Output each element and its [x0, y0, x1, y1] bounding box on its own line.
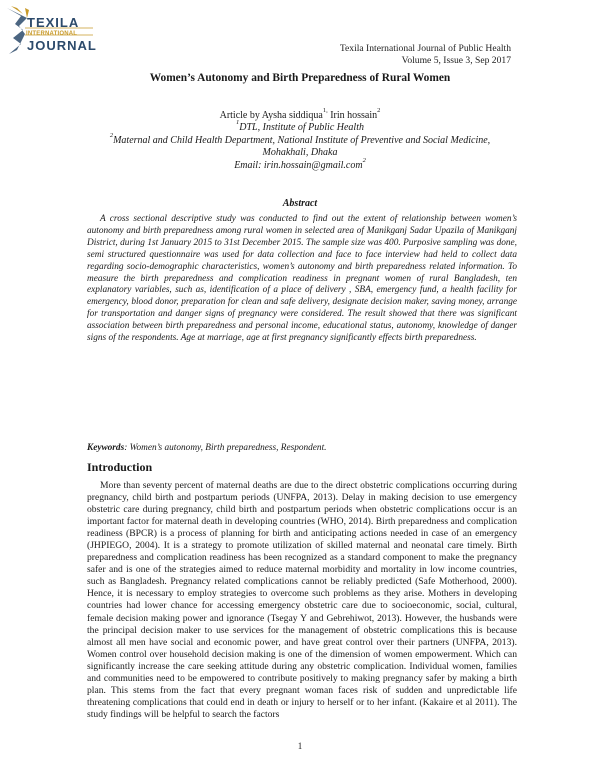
page-number: 1: [297, 741, 303, 751]
author-email: Email: irin.hossain@gmail.com$^2$: [234, 156, 366, 171]
keywords-list: : Women’s autonomy, Birth preparedness, Respondent.: [124, 443, 327, 453]
article-title: Women’s Autonomy and Birth Preparedness of Rural Women: [149, 72, 451, 84]
volume-issue: Volume 5, Issue 3, Sep 2017: [401, 54, 511, 66]
logo-line1: TEXILA: [27, 15, 80, 30]
abstract-heading: Abstract: [282, 198, 318, 209]
introduction-body: More than seventy percent of maternal deaths are due to the direct obstetric complications occurring during pregnancy, child birth and postpartum periods (UNFPA, 2013). Delay in making decision to use emergency obstetric care during pregnancy, child birth and postpartum periods when obstetric complications occur is an important factor for maternal death in developing countries (WHO, 2014). Birth preparedness and complication readiness (BPCR) is a process of planning for birth and anticipating actions needed in case of an emergency (JHPIEGO, 2004). It is a strategy to promote utilization of skilled maternal and neonatal care timely. Birth preparedness and complication readiness has been recognized as a standard component to make the pregnancy safer and is one of the strategies aimed to reduce maternal morbidity and mortality in low income countries, such as Bangladesh. Pregnancy related complications cannot be reliably predicted (Safe Motherhood, 2000). Hence, it is necessary to employ strategies to overcome such problems as they arise. Mothers in developing countries had lower chance for accessing emergency obstetric care due to socioeconomic, social, cultural, female decision making power and ignorance (Tsegay Y and Gebrehiwot, 2013). However, the husbands were the principal decision maker to use services for the management of obstetric complications this is because almost all men have social and economic power, and have great control over their partners (UNFPA, 2013). Women control over household decision making is one of the dimension of women empowerment. Which can significantly increase the care seeking attitude during any obstetric complication. Individual women, families and communities need to be empowered to contribute positively to making pregnancy safer by making a birth plan. This stems from the fact that every pregnant woman faces risk of sudden and unpredictable life threatening complications that could end in death or injury to herself or to her infant. (Kakaire et al 2011). The study findings will be helpful to search the factors: [87, 480, 517, 720]
author-block: [60, 107, 540, 172]
author1: Article by Aysha siddiqua: [219, 110, 323, 121]
author2: Irin hossain: [327, 110, 378, 121]
keywords-label: Keywords: [87, 443, 125, 453]
affiliation-1: $^1$DTL, Institute of Public Health: [236, 119, 364, 134]
abstract-body: A cross sectional descriptive study was conducted to find out the extent of relationship between women’s autonomy and birth preparedness among rural women in selected area of Manikganj Sadar Upazila of Manikganj District, during 1st January 2015 to 31st December 2015. The sample size was 400. Purposive sampling was done, semi structured questionnaire was used for data collection and face to face interview had held to collect data regarding socio-demographic characteristics, women’s autonomy and birth preparedness related information. To measure the birth preparedness and complication readiness in pregnant women of rural Bangladesh, ten explanatory variables, such as, identification of a place of delivery , SBA, emergency fund, a health facility for emergency, blood donor, preparation for clean and safe delivery, designate decision maker, saving money, arrange for transportation and danger signs of pregnancy were considered. The result showed that there was significant association between birth preparedness and personal income, educational status, autonomy, knowledge of danger signs of the respondents. Age at marriage, age at first pregnancy significantly effects birth preparedness.: [87, 214, 517, 344]
affiliation-2-city: Mohakhali, Dhaka: [262, 147, 338, 159]
journal-info: [340, 43, 511, 66]
logo-line3: JOURNAL: [27, 38, 97, 53]
byline: Article by Aysha siddiqua$^{1,}$ Irin hossain$^2$: [219, 107, 381, 121]
keywords: [87, 443, 517, 453]
affiliation-2: $^2$Maternal and Child Health Department, National Institute of Preventive and Social Medicine,: [109, 131, 491, 146]
logo-line2: INTERNATIONAL: [26, 31, 78, 37]
introduction-heading: Introduction: [87, 460, 153, 474]
journal-name: Texila International Journal of Public Health: [339, 43, 511, 54]
journal-logo: [5, 4, 97, 58]
